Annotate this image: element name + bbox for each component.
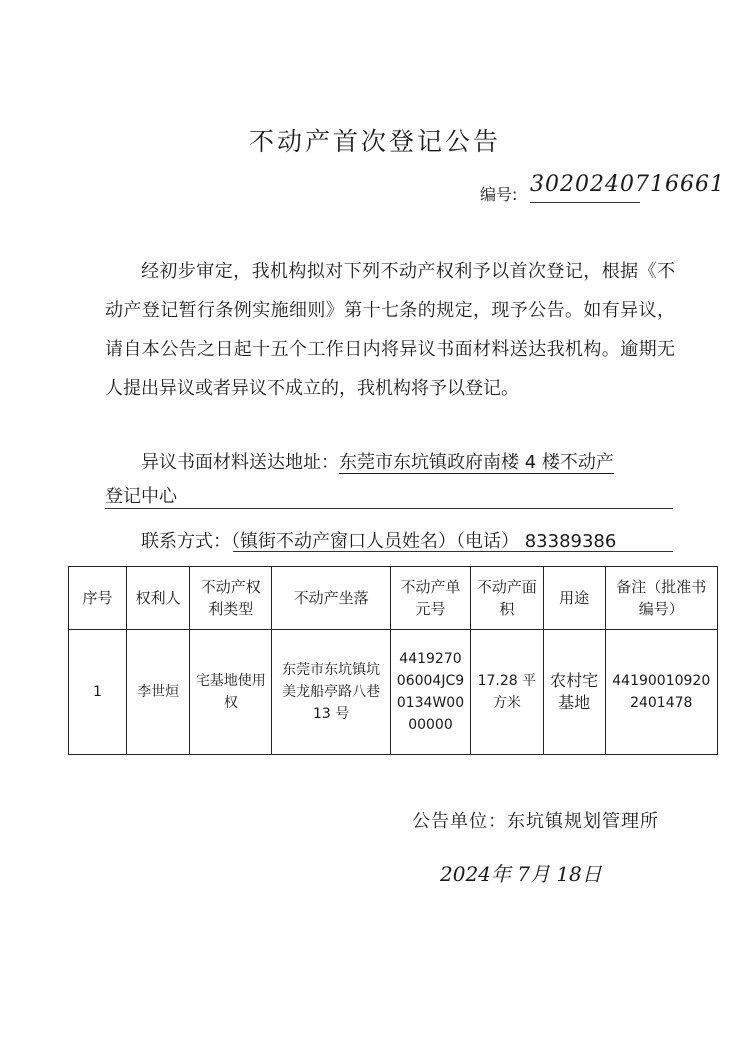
header-location: 不动产坐落 [272,567,391,630]
header-right-type: 不动产权利类型 [190,567,272,630]
header-index: 序号 [69,567,127,630]
address-value-line2: 登记中心 [105,486,177,507]
header-area: 不动产面积 [470,567,543,630]
serial-label: 编号: [480,185,518,204]
issuer: 公告单位：东坑镇规划管理所 [412,811,659,832]
header-unit-number: 不动产单元号 [390,567,470,630]
objection-address [105,444,675,482]
cell-right-type: 宅基地使用权 [190,630,272,755]
cell-usage: 农村宅基地 [543,630,605,755]
header-usage: 用途 [543,567,605,630]
cell-area: 17.28 平方米 [470,630,543,755]
registration-table [68,566,718,755]
contact-info [141,527,616,553]
cell-unit-number: 441927006004JC90134W0000000 [390,630,470,755]
cell-location: 东莞市东坑镇坑美龙船亭路八巷 13 号 [272,630,391,755]
handwritten-date: 2024年 7月 18日 [440,862,602,886]
cell-index: 1 [69,630,127,755]
page-title: 不动产首次登记公告 [248,127,501,156]
table-header-row [69,567,718,630]
table-row [69,630,718,755]
serial-number-handwritten: 3020240716661 [530,172,725,197]
cell-owner: 李世烜 [126,630,189,755]
address-label: 异议书面材料送达地址： [141,452,339,473]
address-underline [105,508,673,509]
header-remarks: 备注（批准书编号） [605,567,717,630]
contact-label: 联系方式： [141,531,231,552]
cell-remarks: 441900109202401478 [605,630,717,755]
header-owner: 权利人 [126,567,189,630]
contact-value: （镇街不动产窗口人员姓名）（电话） 83389386 [231,531,617,552]
serial-number-block [480,172,725,204]
contact-underline [233,551,673,552]
serial-underline [530,202,640,203]
address-value-line1: 东莞市东坑镇政府南楼 4 楼不动产 [339,452,614,473]
announcement-body: 经初步审定，我机构拟对下列不动产权利予以首次登记，根据《不动产登记暂行条例实施细则》第十七条的规定，现予公告。如有异议，请自本公告之日起十五个工作日内将异议书面材料送达我机构。逾期无人提出异议或者异议不成立的，我机构将予以登记。 [105,261,675,399]
